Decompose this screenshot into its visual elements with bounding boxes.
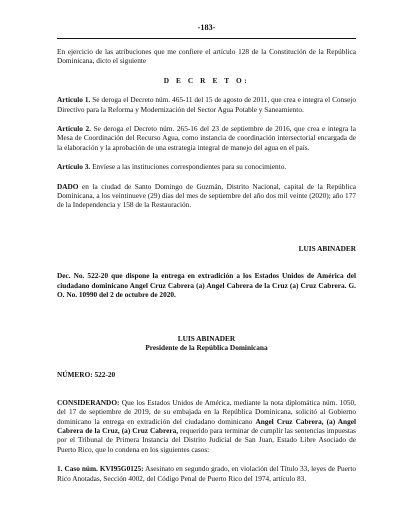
case-1-text: Asesinato en segundo grado, en violación del Título 33, leyes de Puerto Rico Anotadas, Sección 4002, del Código Penal de Puerto Rico del 1974, artículo 83. [57, 464, 357, 483]
article-1 [57, 95, 356, 114]
header-rule [57, 38, 356, 39]
president-title: Presidente de la República Dominicana [145, 342, 268, 352]
article-3 [57, 162, 356, 171]
dado-text: en la ciudad de Santo Domingo de Guzmán, Distrito Nacional, capital de la República Dominicana, a los veintinueve (29) días del mes de septiembre del año dos mil veinte (2020); año 177 de la Independencia y 158 de la Restauración. [57, 181, 356, 210]
article-2 [57, 124, 356, 152]
dado-paragraph [57, 182, 356, 210]
considerando-text-1: Que los Estados Unidos de América, mediante la nota diplomática núm. 1050, del 17 de septiembre de 2019, de su embajada en la República Dominicana, solicitó al Gobierno dominicano la entrega en extradición del ciudadano dominicano [57, 397, 356, 426]
considerando-text-2: requerido para terminar de cumplir las sentencias impuestas por el Tribunal de Primera Instancia del Distrito Judicial de San Juan, Estado Libre Asociado de Puerto Rico, que lo condena en los siguientes casos: [57, 425, 357, 454]
article-2-text: Se deroga el Decreto núm. 265-16 del 23 de septiembre de 2016, que crea e integra la Mesa de Coordinación del Recurso Agua, como instancia de coordinación intersectorial encargada de la elaboración y la aprobación de una estrategia integral de manejo del agua en el país. [57, 124, 356, 152]
case-1-paragraph [57, 464, 356, 483]
article-3-text: Envíese a las instituciones correspondientes para su conocimiento. [90, 162, 287, 172]
article-1-text: Se deroga el Decreto núm. 465-11 del 15 de agosto de 2011, que crea e integra el Consejo Directivo para la Reforma y Modernización del Sector Agua Potable y Saneamiento. [57, 95, 356, 114]
decree-heading: D E C R E T O: [163, 75, 250, 85]
signature: LUIS ABINADER [298, 243, 356, 253]
dado-label: DADO [57, 181, 79, 191]
extradited-name: Angel Cruz Cabrera, (a) Angel Cabrera de la Cruz, (a) Cruz Cabrera, [57, 416, 357, 435]
decree-title: Dec. No. 522-20 que dispone la entrega en extradición a los Estados Unidos de América del ciudadano dominicano Angel Cruz Cabrera (a) Angel Cabrera de la Cruz (a) Cruz Cabrera. G. O. No. 10990 del 2 de octubre de 2020. [57, 271, 356, 300]
considerando-label: CONSIDERANDO: [57, 397, 120, 407]
case-1-label: 1. Caso núm. KVI95G0125: [57, 464, 144, 474]
article-1-label: Artículo 1. [57, 95, 91, 105]
article-3-label: Artículo 3. [57, 162, 91, 172]
intro-paragraph: En ejercicio de las atribuciones que me confiere el artículo 128 de la Constitución de la República Dominicana, dicto el siguiente [57, 47, 356, 66]
page-number: -183- [197, 23, 216, 32]
president-name: LUIS ABINADER [177, 333, 236, 343]
decree-number: NÚMERO: 522-20 [57, 370, 116, 380]
article-2-label: Artículo 2. [57, 124, 92, 134]
considerando-paragraph [57, 398, 356, 454]
